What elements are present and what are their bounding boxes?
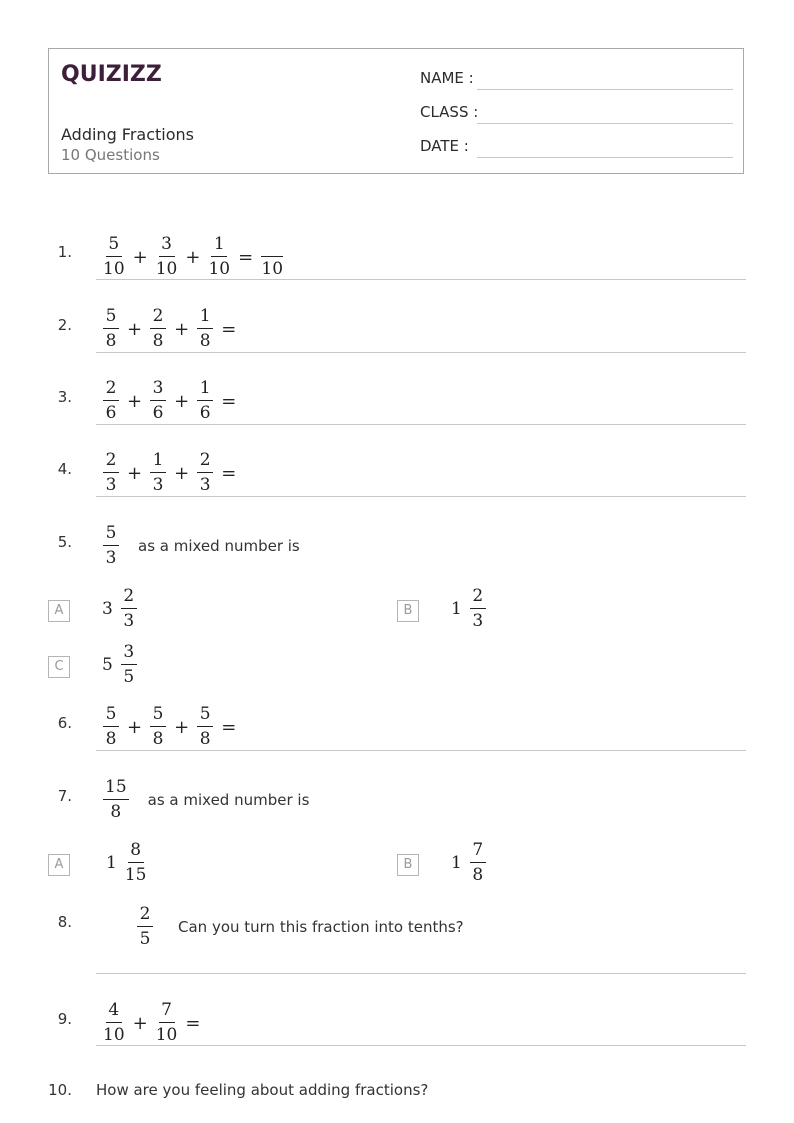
date-line[interactable] <box>477 157 733 158</box>
answer-fraction[interactable]: 10 <box>261 236 283 278</box>
fraction: $\frac{5}{8}$ <box>103 308 119 350</box>
fraction: $\frac{1}{6}$ <box>197 380 213 422</box>
class-label: CLASS : <box>420 103 479 121</box>
answer-line[interactable] <box>96 279 746 280</box>
name-label: NAME : <box>420 69 474 87</box>
answer-line[interactable] <box>96 496 746 497</box>
question-number: 2. <box>57 316 72 334</box>
option-b-mixed-number[interactable]: 1 $\frac{7}{8}$ <box>451 842 489 884</box>
option-b-mixed-number[interactable]: 1 $\frac{2}{3}$ <box>451 588 489 630</box>
question-number: 9. <box>57 1010 72 1028</box>
class-line[interactable] <box>477 123 733 124</box>
fraction: $\frac{5}{10}$ <box>103 234 125 279</box>
fraction: $\frac{1}{3}$ <box>150 452 166 494</box>
fraction: $\frac{2}{5}$ <box>137 906 153 948</box>
fraction: $\frac{5}{8}$ <box>197 706 213 748</box>
answer-line[interactable] <box>96 352 746 353</box>
fraction: $\frac{3}{6}$ <box>150 380 166 422</box>
question-number: 6. <box>57 714 72 732</box>
fraction: $\frac{5}{8}$ <box>150 706 166 748</box>
fraction: $\frac{1}{10}$ <box>208 234 231 279</box>
fraction: $\frac{5}{8}$ <box>103 706 119 748</box>
worksheet-title: Adding Fractions <box>61 125 195 144</box>
question-number: 3. <box>57 388 72 406</box>
name-line[interactable] <box>477 89 733 90</box>
fraction: $\frac{15}{8}$ <box>105 777 127 822</box>
option-a-mixed-number[interactable]: 1 $\frac{8}{15}$ <box>106 840 147 885</box>
option-b-box[interactable]: B <box>397 600 419 622</box>
question-number: 1. <box>57 243 72 261</box>
question-10-text: How are you feeling about adding fractions? <box>96 1081 429 1099</box>
question-9-expression: $\frac{4}{10}$ + $\frac{7}{10}$ = <box>103 1000 201 1045</box>
fraction: $\frac{2}{6}$ <box>103 380 119 422</box>
question-text: as a mixed number is <box>147 791 310 809</box>
question-6-expression: $\frac{5}{8}$ + $\frac{5}{8}$ + $\frac{5}{8}$ = <box>100 706 241 748</box>
worksheet-header <box>48 48 744 174</box>
question-8-prompt <box>134 906 464 948</box>
fraction: $\frac{3}{10}$ <box>155 234 178 279</box>
question-count: 10 Questions <box>61 146 160 164</box>
fraction: $\frac{2}{3}$ <box>197 452 213 494</box>
answer-line[interactable] <box>96 424 746 425</box>
fraction: $\frac{1}{8}$ <box>197 308 213 350</box>
question-number: 4. <box>57 460 72 478</box>
fraction: $\frac{5}{3}$ <box>103 525 119 567</box>
svg-text:QUIZIZZ: QUIZIZZ <box>61 62 162 87</box>
fraction: $\frac{2}{3}$ <box>103 452 119 494</box>
option-a-box[interactable]: A <box>48 854 70 876</box>
option-c-box[interactable]: C <box>48 656 70 678</box>
option-a-box[interactable]: A <box>48 600 70 622</box>
fraction: $\frac{7}{10}$ <box>155 1000 178 1045</box>
quizizz-logo <box>61 57 162 89</box>
option-c-mixed-number[interactable]: 5 $\frac{3}{5}$ <box>102 644 140 686</box>
option-a-mixed-number[interactable]: 3 $\frac{2}{3}$ <box>102 588 140 630</box>
fraction: $\frac{2}{8}$ <box>150 308 166 350</box>
option-b-box[interactable]: B <box>397 854 419 876</box>
question-7-prompt <box>100 779 309 821</box>
question-5-prompt <box>100 525 300 567</box>
question-2-expression: $\frac{5}{8}$ + $\frac{2}{8}$ + $\frac{1}{8}$ = <box>100 308 241 350</box>
date-label: DATE : <box>420 137 469 155</box>
question-text: as a mixed number is <box>138 537 300 555</box>
question-4-expression: $\frac{2}{3}$ + $\frac{1}{3}$ + $\frac{2}{3}$ = <box>100 452 241 494</box>
question-number: 10. <box>48 1081 72 1099</box>
fraction: $\frac{4}{10}$ <box>103 1000 125 1045</box>
question-1-expression: $\frac{5}{10}$ + $\frac{3}{10}$ + $\frac{1}{10}$ = 10 <box>103 234 284 279</box>
answer-line[interactable] <box>96 750 746 751</box>
question-3-expression: $\frac{2}{6}$ + $\frac{3}{6}$ + $\frac{1}{6}$ = <box>100 380 241 422</box>
answer-line[interactable] <box>96 973 746 974</box>
answer-line[interactable] <box>96 1045 746 1046</box>
question-text: Can you turn this fraction into tenths? <box>178 918 464 936</box>
question-number: 8. <box>57 913 72 931</box>
question-number: 5. <box>57 533 72 551</box>
question-number: 7. <box>57 787 72 805</box>
